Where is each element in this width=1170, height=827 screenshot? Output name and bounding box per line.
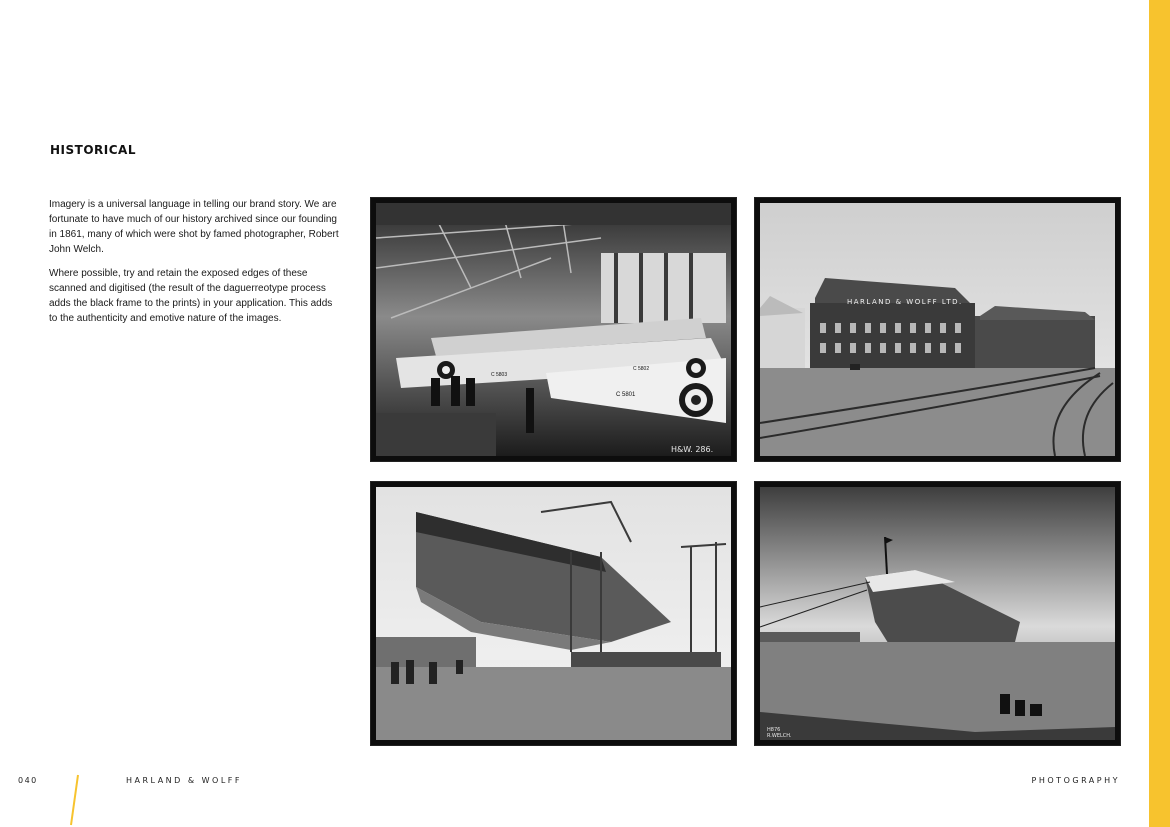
building-sign: HARLAND & WOLFF LTD. [847, 298, 963, 306]
photo-ship-launch [755, 482, 1120, 745]
page-heading: HISTORICAL [50, 143, 136, 157]
photo-ship-slipway [371, 482, 736, 745]
footer-brand: HARLAND & WOLFF [126, 776, 242, 785]
aircraft-label: C 5803 [491, 372, 508, 378]
page-number: 040 [18, 776, 38, 785]
accent-bar [1149, 0, 1170, 827]
aircraft-label: C 5802 [633, 366, 650, 372]
photo-aircraft-hall [371, 198, 736, 461]
paragraph-intro: Imagery is a universal language in telling our brand story. We are fortunate to have much of our history archived since our founding in 1861, many of which were shot by famed photographer, Robert John Welch. [49, 199, 339, 255]
photo-caption: H&W. 286. [671, 445, 714, 454]
footer-section: PHOTOGRAPHY [1031, 776, 1120, 785]
body-copy [49, 197, 341, 335]
photo-factory-building [755, 198, 1120, 461]
aircraft-label: C 5801 [616, 392, 636, 398]
paragraph-guidance: Where possible, try and retain the exposed edges of these scanned and digitised (the result of the daguerreotype process adds the black frame to the prints) in your application. This adds to the authenticity and emotive nature of the images. [49, 268, 333, 324]
photo-caption: H876 R.WELCH. [767, 727, 792, 739]
slash-divider [68, 773, 82, 827]
